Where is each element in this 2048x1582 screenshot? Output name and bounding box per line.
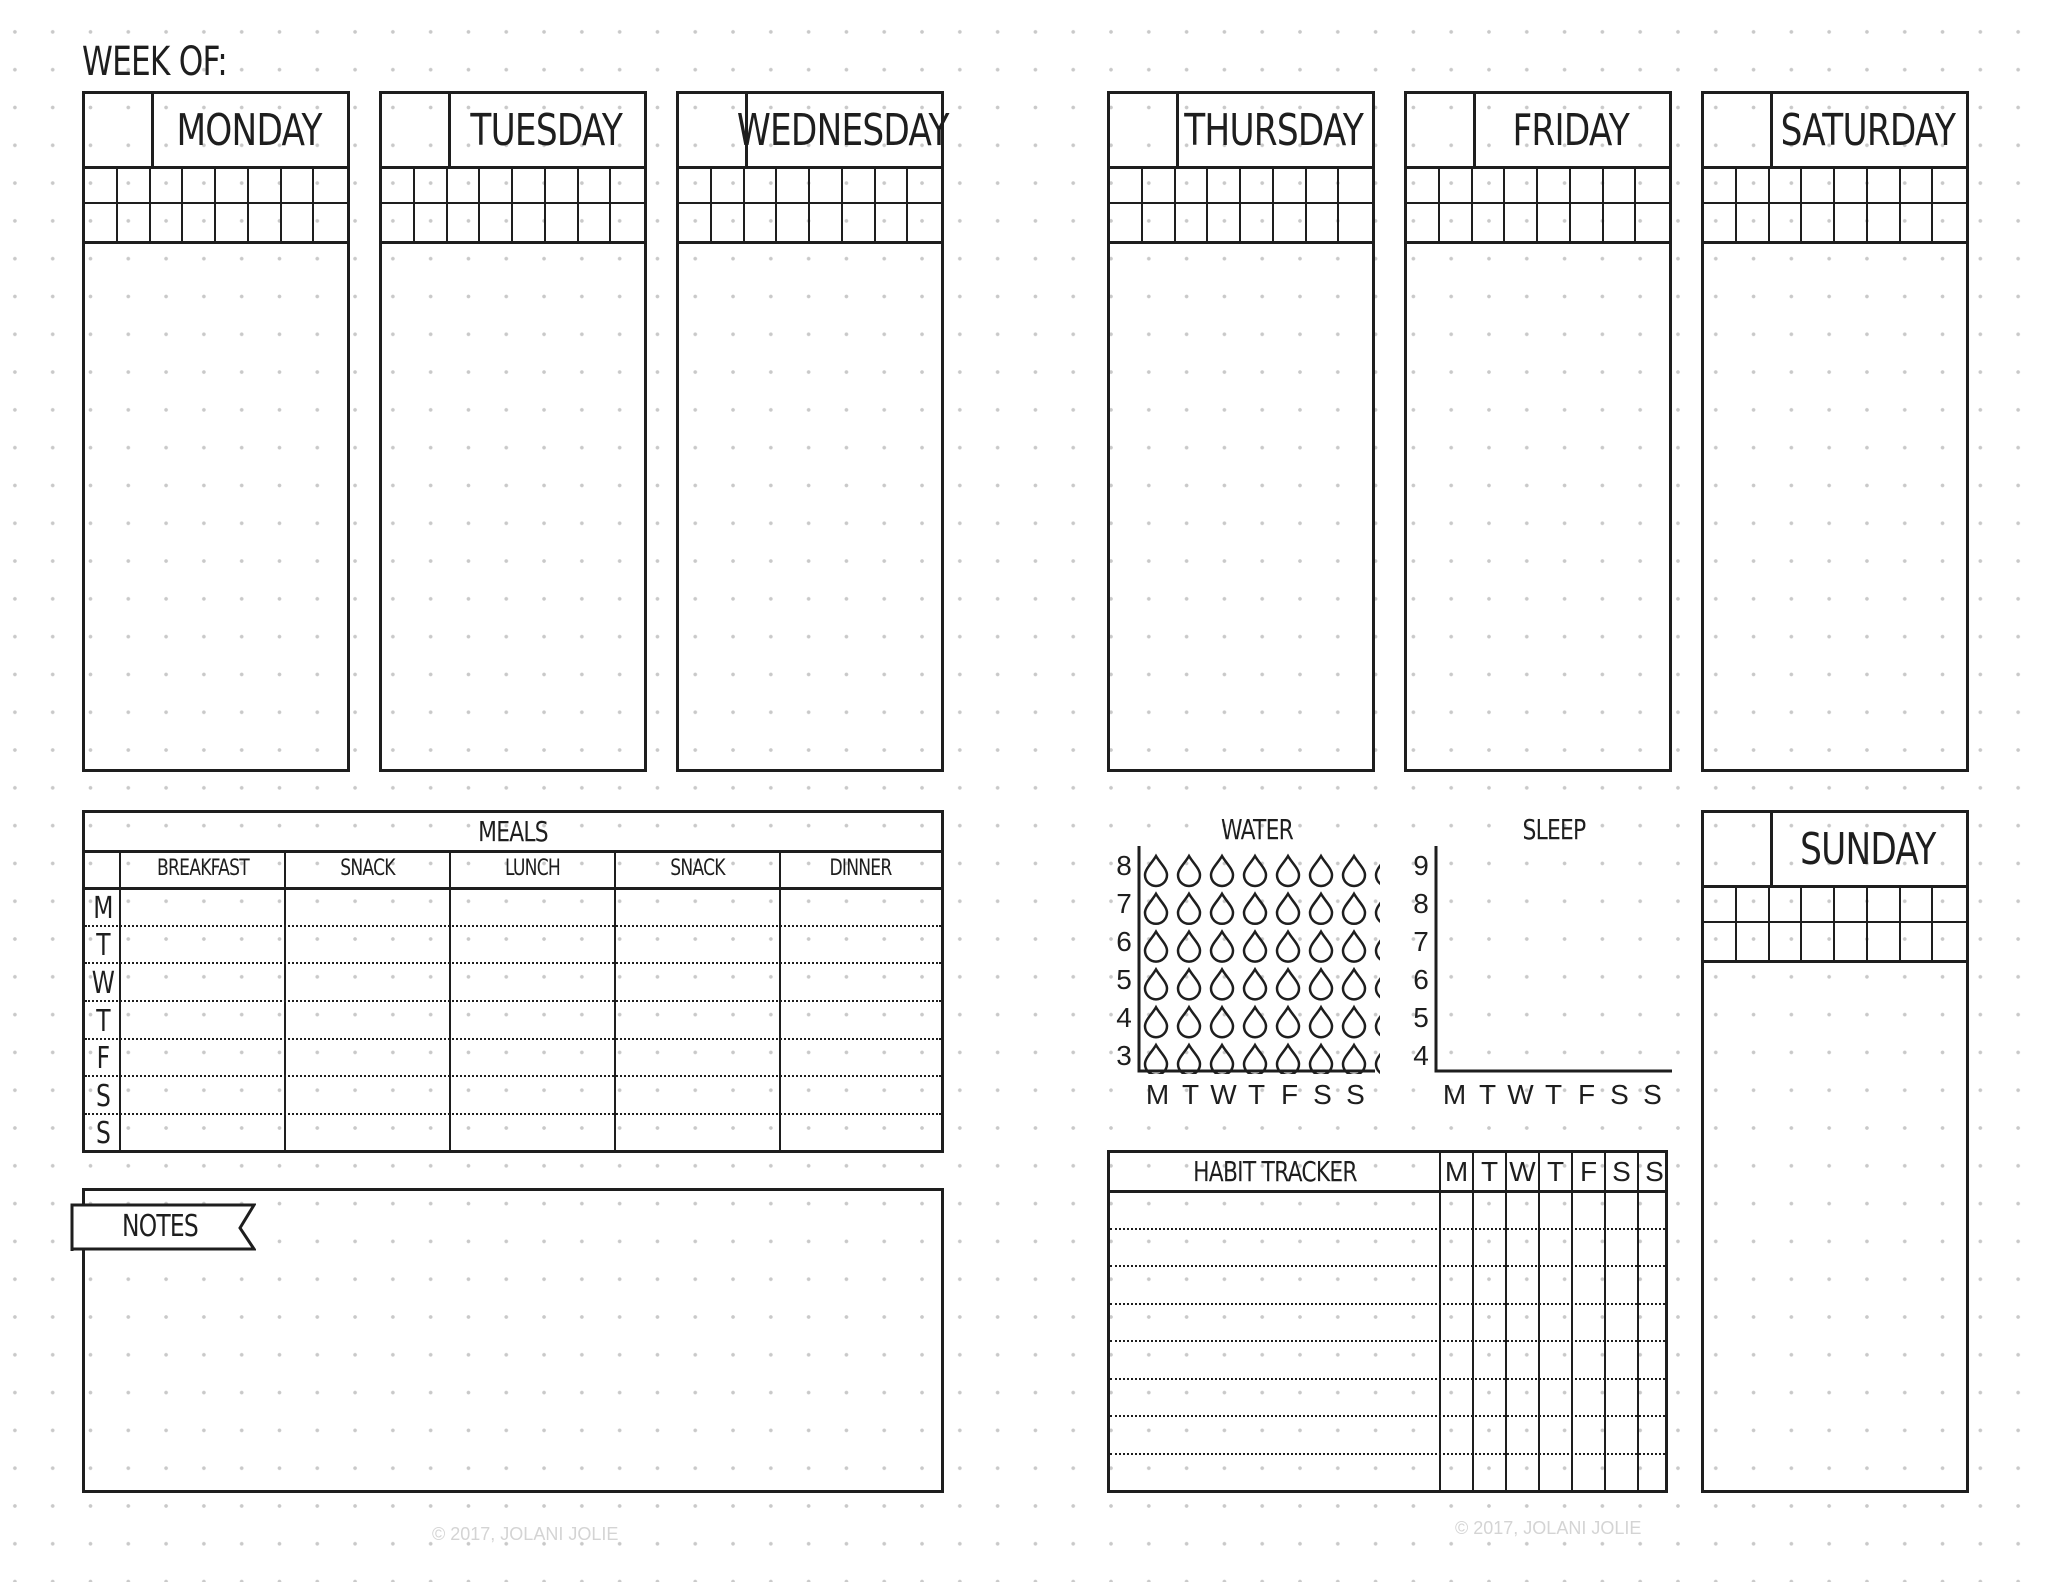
water-drop-icon[interactable]	[1145, 894, 1167, 924]
water-drop-icon[interactable]	[1244, 932, 1266, 962]
habit-day-label: S	[1612, 1156, 1631, 1187]
meals-column-header: SNACK	[615, 850, 780, 890]
habit-day-label: F	[1579, 1156, 1598, 1187]
water-drop-icon[interactable]	[1310, 894, 1332, 924]
meals-row-label: T	[96, 928, 110, 963]
water-drop-icon[interactable]	[1277, 932, 1299, 962]
meals-table	[82, 810, 944, 1153]
day-date-box[interactable]	[382, 94, 451, 166]
water-drop-icon[interactable]	[1211, 856, 1233, 886]
water-drop-icon[interactable]	[1277, 969, 1299, 999]
water-level-label: 7	[1116, 888, 1132, 919]
water-day-label: T	[1247, 1079, 1266, 1110]
water-level-label: 4	[1116, 1002, 1132, 1033]
day-date-box[interactable]	[85, 94, 154, 166]
water-drop-icon[interactable]	[1376, 894, 1380, 924]
water-drop-grid[interactable]	[1140, 848, 1380, 1074]
day-checkbox-grid[interactable]	[85, 166, 347, 244]
water-drop-icon[interactable]	[1376, 1007, 1380, 1037]
meals-row-label: W	[91, 966, 115, 1001]
sleep-day-label: T	[1544, 1079, 1563, 1110]
day-checkbox-grid[interactable]	[1407, 166, 1669, 244]
water-drop-icon[interactable]	[1145, 1045, 1167, 1074]
habit-tracker	[1107, 1150, 1668, 1493]
habit-day-label: T	[1480, 1156, 1499, 1187]
water-drop-icon[interactable]	[1145, 932, 1167, 962]
notes-banner	[70, 1201, 256, 1251]
sleep-level-label: 7	[1413, 926, 1429, 957]
sleep-title: SLEEP	[1522, 813, 1586, 846]
day-name: THURSDAY	[1184, 104, 1364, 156]
day-name: WEDNESDAY	[737, 104, 949, 156]
water-drop-icon[interactable]	[1178, 894, 1200, 924]
copyright-text: © 2017, JOLANI JOLIE	[1455, 1518, 1642, 1538]
sleep-day-label: S	[1610, 1079, 1629, 1110]
meals-column-header: SNACK	[285, 850, 450, 890]
day-name: FRIDAY	[1512, 104, 1630, 156]
water-drop-icon[interactable]	[1343, 932, 1365, 962]
meals-corner	[85, 850, 121, 890]
habit-day-label: M	[1444, 1156, 1469, 1187]
water-drop-icon[interactable]	[1211, 969, 1233, 999]
week-of-label: WEEK OF:	[82, 39, 228, 85]
water-level-label: 5	[1116, 964, 1132, 995]
water-drop-icon[interactable]	[1211, 1045, 1233, 1074]
day-column-monday	[82, 91, 350, 772]
day-column-wednesday	[676, 91, 949, 772]
day-checkbox-grid[interactable]	[679, 166, 941, 244]
copyright-text: © 2017, JOLANI JOLIE	[432, 1524, 619, 1544]
habit-day-label: S	[1645, 1156, 1664, 1187]
day-name: TUESDAY	[470, 104, 622, 156]
water-drop-icon[interactable]	[1244, 1045, 1266, 1074]
water-drop-icon[interactable]	[1376, 932, 1380, 962]
meals-column-header: DINNER	[780, 850, 941, 890]
day-column-thursday	[1107, 91, 1375, 772]
day-checkbox-grid[interactable]	[382, 166, 644, 244]
water-drop-icon[interactable]	[1145, 1007, 1167, 1037]
day-column-sunday	[1701, 810, 1969, 1493]
sleep-day-label: F	[1577, 1079, 1596, 1110]
water-drop-icon[interactable]	[1343, 969, 1365, 999]
day-column-saturday	[1701, 91, 1969, 772]
water-drop-icon[interactable]	[1310, 932, 1332, 962]
day-checkbox-grid[interactable]	[1704, 885, 1966, 963]
day-checkbox-grid[interactable]	[1110, 166, 1372, 244]
day-date-box[interactable]	[1704, 813, 1773, 885]
water-drop-icon[interactable]	[1145, 969, 1167, 999]
meals-column-header: BREAKFAST	[121, 850, 285, 890]
meals-row-label: T	[96, 1004, 110, 1039]
day-name: MONDAY	[176, 104, 322, 156]
day-name: SATURDAY	[1780, 104, 1956, 156]
water-day-label: F	[1280, 1079, 1299, 1110]
water-drop-icon[interactable]	[1343, 1045, 1365, 1074]
day-date-box[interactable]	[1704, 94, 1773, 166]
habit-day-label: T	[1546, 1156, 1565, 1187]
water-day-label: S	[1346, 1079, 1365, 1110]
water-level-label: 6	[1116, 926, 1132, 957]
meals-row-label: S	[95, 1116, 111, 1151]
water-drop-icon[interactable]	[1376, 1045, 1380, 1074]
day-column-friday	[1404, 91, 1672, 772]
water-drop-icon[interactable]	[1178, 1007, 1200, 1037]
water-day-label: W	[1210, 1079, 1237, 1110]
water-drop-icon[interactable]	[1277, 856, 1299, 886]
sleep-day-label: W	[1507, 1079, 1534, 1110]
day-date-box[interactable]	[1407, 94, 1476, 166]
sleep-level-label: 9	[1413, 850, 1429, 881]
water-level-label: 8	[1116, 850, 1132, 881]
day-name: SUNDAY	[1800, 823, 1936, 875]
water-drop-icon[interactable]	[1244, 1007, 1266, 1037]
water-drop-icon[interactable]	[1376, 856, 1380, 886]
meals-row-label: F	[96, 1041, 110, 1076]
sleep-level-label: 4	[1413, 1040, 1429, 1071]
water-drop-icon[interactable]	[1310, 969, 1332, 999]
water-day-label: T	[1181, 1079, 1200, 1110]
water-level-label: 3	[1116, 1040, 1132, 1071]
water-day-label: S	[1313, 1079, 1332, 1110]
water-drop-icon[interactable]	[1376, 969, 1380, 999]
meals-row-label: S	[95, 1079, 111, 1114]
meals-title: MEALS	[85, 813, 941, 853]
water-drop-icon[interactable]	[1178, 969, 1200, 999]
meals-row-label: M	[93, 891, 113, 926]
sleep-day-label: T	[1478, 1079, 1497, 1110]
water-drop-icon[interactable]	[1343, 856, 1365, 886]
water-drop-icon[interactable]	[1244, 969, 1266, 999]
water-drop-icon[interactable]	[1211, 932, 1233, 962]
water-drop-icon[interactable]	[1277, 1007, 1299, 1037]
water-drop-icon[interactable]	[1277, 1045, 1299, 1074]
sleep-axes[interactable]	[1404, 846, 1684, 1076]
water-drop-icon[interactable]	[1277, 894, 1299, 924]
notes-label: NOTES	[122, 1209, 198, 1244]
water-drop-icon[interactable]	[1211, 894, 1233, 924]
sleep-level-label: 8	[1413, 888, 1429, 919]
sleep-level-label: 6	[1413, 964, 1429, 995]
water-drop-icon[interactable]	[1178, 1045, 1200, 1074]
water-drop-icon[interactable]	[1343, 894, 1365, 924]
water-drop-icon[interactable]	[1310, 856, 1332, 886]
water-drop-icon[interactable]	[1178, 932, 1200, 962]
water-drop-icon[interactable]	[1244, 856, 1266, 886]
water-drop-icon[interactable]	[1244, 894, 1266, 924]
water-drop-icon[interactable]	[1178, 856, 1200, 886]
day-column-tuesday	[379, 91, 647, 772]
day-date-box[interactable]	[1110, 94, 1179, 166]
meals-column-header: LUNCH	[450, 850, 615, 890]
sleep-day-label: S	[1643, 1079, 1662, 1110]
water-title: WATER	[1220, 813, 1294, 846]
water-day-label: M	[1145, 1079, 1170, 1110]
habit-tracker-title: HABIT TRACKER	[1193, 1155, 1357, 1188]
day-checkbox-grid[interactable]	[1704, 166, 1966, 244]
water-drop-icon[interactable]	[1343, 1007, 1365, 1037]
habit-day-label: W	[1509, 1156, 1536, 1187]
sleep-day-label: M	[1442, 1079, 1467, 1110]
sleep-level-label: 5	[1413, 1002, 1429, 1033]
water-drop-icon[interactable]	[1145, 856, 1167, 886]
water-drop-icon[interactable]	[1211, 1007, 1233, 1037]
water-drop-icon[interactable]	[1310, 1045, 1332, 1074]
water-drop-icon[interactable]	[1310, 1007, 1332, 1037]
